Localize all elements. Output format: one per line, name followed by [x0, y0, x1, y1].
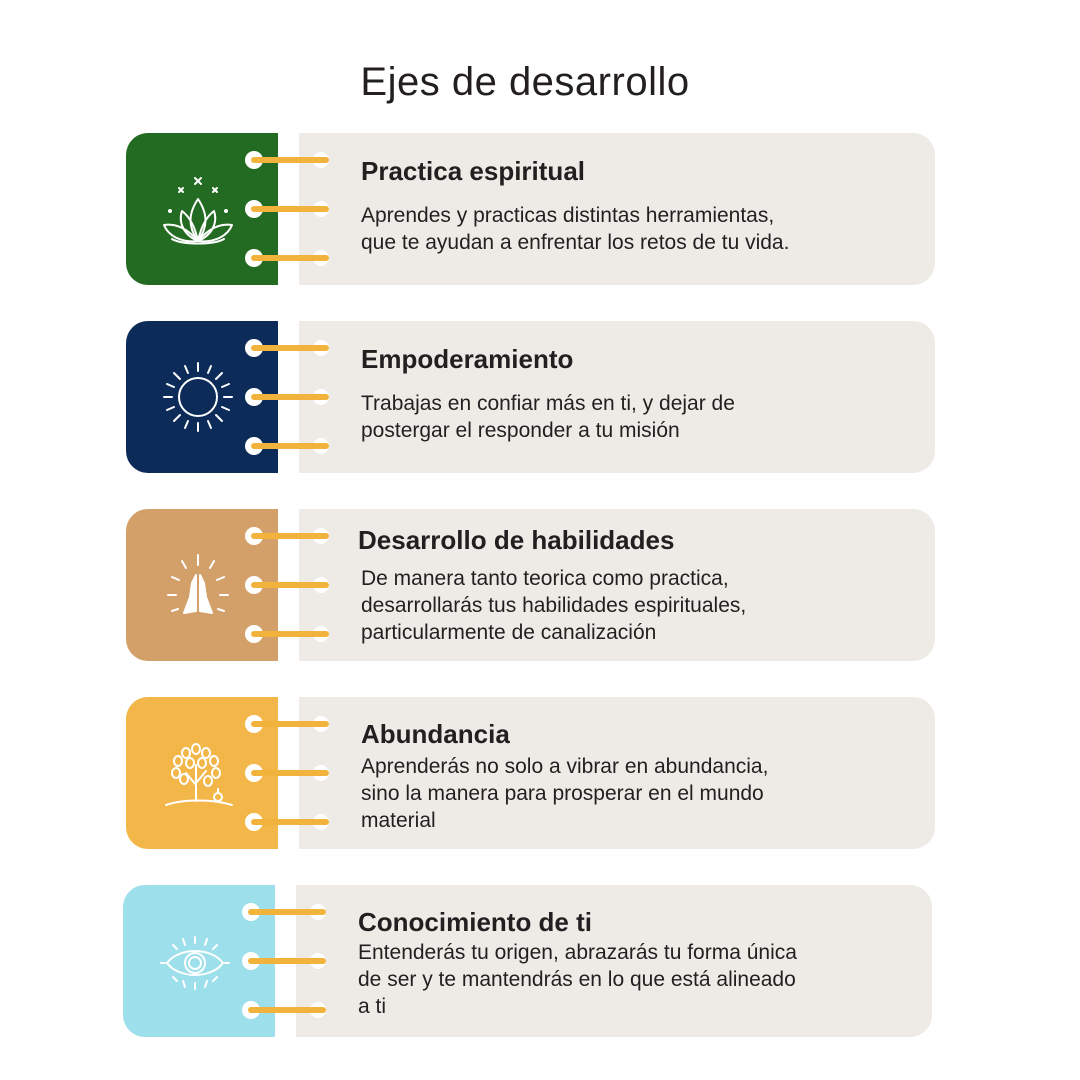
card-description-line: postergar el responder a tu misión: [361, 419, 680, 442]
card-desarrollo-de-habilidades: [126, 509, 936, 661]
card-description-line: material: [361, 809, 436, 832]
card-empoderamiento: [126, 321, 936, 473]
binder-ring: [126, 387, 346, 407]
card-description-line: sino la manera para prosperar en el mundo: [361, 782, 764, 805]
binder-ring: [123, 902, 343, 922]
card-description-line: desarrollarás tus habilidades espirituales,: [361, 594, 747, 617]
card-practica-espiritual: [126, 133, 936, 285]
card-description: [361, 390, 921, 444]
card-description-line: de ser y te mantendrás en lo que está alineado: [358, 968, 796, 991]
card-description-line: Entenderás tu origen, abrazarás tu forma única: [358, 941, 797, 964]
card-description: [361, 202, 921, 256]
binder-ring: [126, 526, 346, 546]
card-title: Desarrollo de habilidades: [358, 525, 675, 555]
binder-ring: [126, 199, 346, 219]
card-description: [358, 939, 918, 1020]
card-title: Abundancia: [361, 719, 510, 749]
card-description-line: Trabajas en confiar más en ti, y dejar de: [361, 392, 735, 415]
card-description: [361, 565, 921, 646]
card-description-line: que te ayudan a enfrentar los retos de tu vida.: [361, 231, 790, 254]
card-title: Empoderamiento: [361, 344, 574, 374]
binder-ring: [126, 714, 346, 734]
binder-ring: [126, 338, 346, 358]
card-description: [361, 753, 921, 834]
binder-ring: [126, 575, 346, 595]
binder-ring: [126, 436, 346, 456]
binder-ring: [126, 150, 346, 170]
binder-ring: [126, 624, 346, 644]
card-abundancia: [126, 697, 936, 849]
card-description-line: Aprenderás no solo a vibrar en abundancia,: [361, 755, 769, 778]
card-description-line: De manera tanto teorica como practica,: [361, 567, 729, 590]
card-title: Conocimiento de ti: [358, 907, 592, 937]
binder-ring: [123, 1000, 343, 1020]
card-description-line: a ti: [358, 995, 387, 1018]
card-description-line: particularmente de canalización: [361, 621, 657, 644]
card-title: Practica espiritual: [361, 156, 585, 186]
binder-ring: [126, 248, 346, 268]
page-title: Ejes de desarrollo: [360, 60, 690, 104]
card-conocimiento-de-ti: [123, 885, 933, 1037]
card-description-line: Aprendes y practicas distintas herramientas,: [361, 204, 775, 227]
binder-ring: [126, 763, 346, 783]
binder-ring: [126, 812, 346, 832]
binder-ring: [123, 951, 343, 971]
